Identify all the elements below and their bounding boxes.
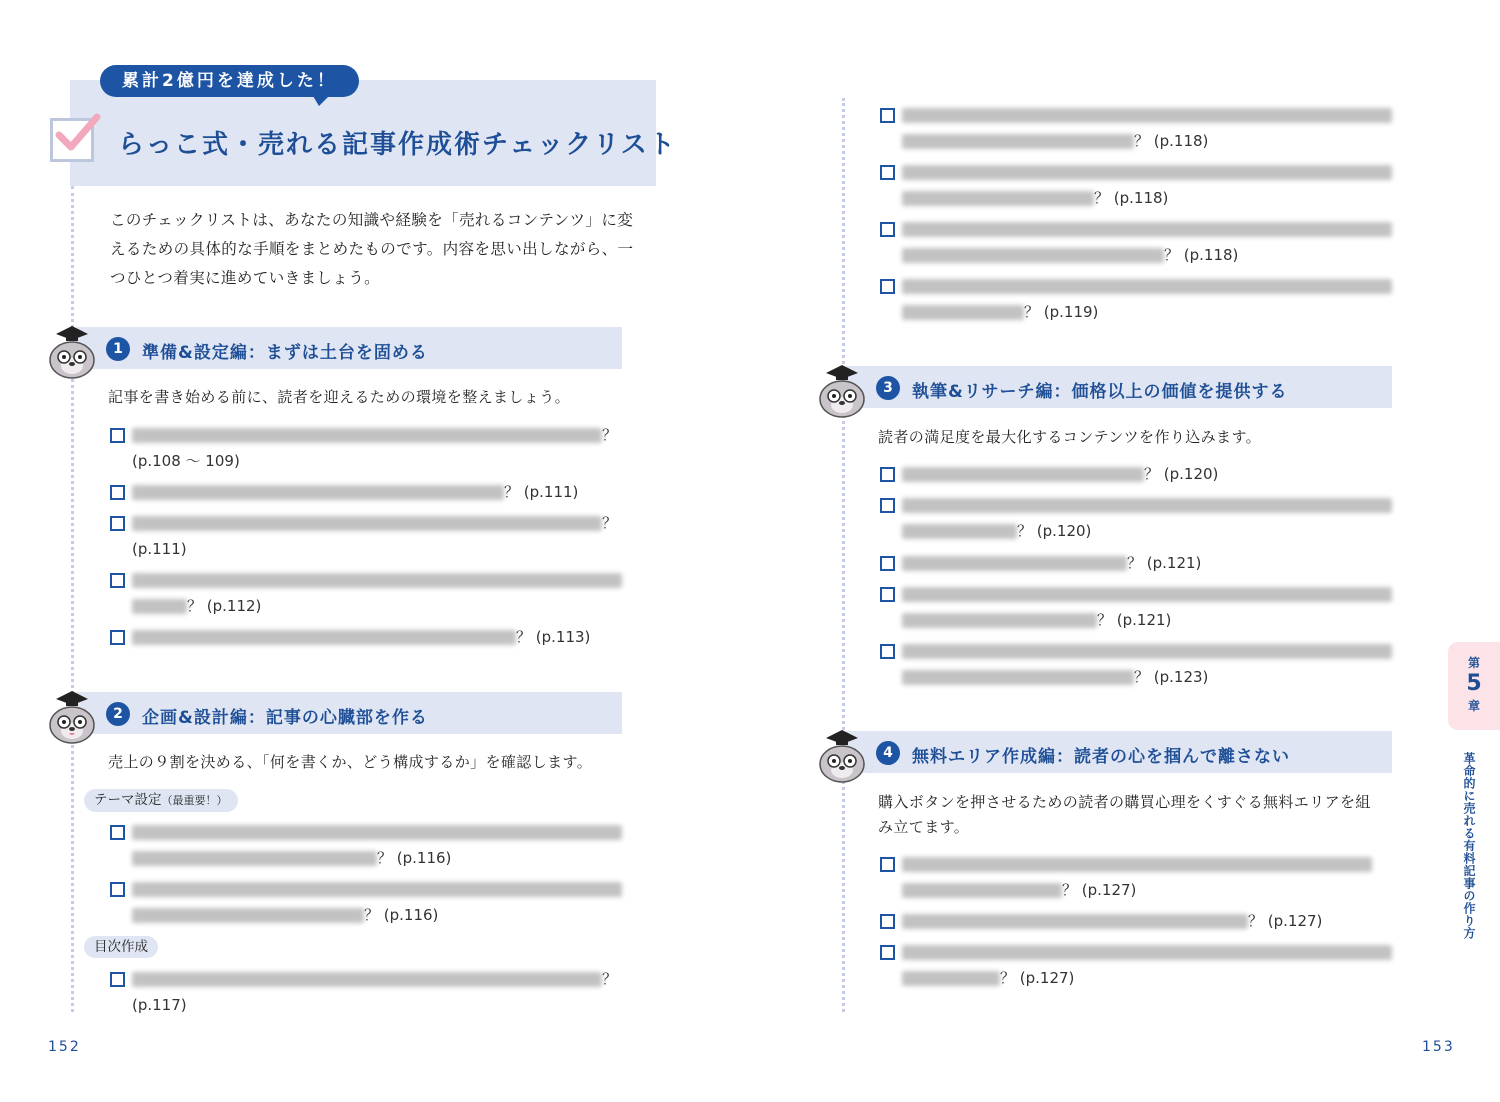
checkbox[interactable]	[880, 108, 895, 123]
section-lead: 売上の９割を決める、「何を書くか、どう構成するか」を確認します。	[108, 753, 593, 771]
section-lead: 記事を書き始める前に、読者を迎えるための環境を整えましょう。	[108, 388, 571, 406]
redacted-text	[902, 613, 1097, 628]
redacted-text	[902, 108, 1392, 123]
checklist-item	[880, 638, 1410, 690]
item-ref: ？ (p.111)	[504, 483, 579, 501]
redacted-text	[902, 914, 1248, 929]
item-text	[132, 422, 617, 474]
redacted-text	[132, 825, 622, 840]
checkbox[interactable]	[880, 914, 895, 929]
redacted-text	[902, 556, 1127, 571]
checklist-item	[880, 273, 1410, 325]
checklist-item	[110, 567, 640, 619]
intro-text	[110, 206, 650, 293]
item-ref: (p.108 ～ 109)	[132, 452, 240, 470]
item-ref: ？ (p.116)	[364, 906, 439, 924]
checklist-item	[110, 624, 640, 650]
redacted-text	[902, 467, 1144, 482]
item-ref: ？	[602, 970, 618, 988]
checkbox[interactable]	[880, 945, 895, 960]
item-text	[132, 567, 622, 619]
chapter-prefix: 第	[1467, 656, 1480, 670]
item-text	[902, 159, 1392, 211]
checklist-item	[880, 581, 1410, 633]
redacted-text	[902, 945, 1392, 960]
checklist-item	[880, 908, 1410, 934]
checkbox[interactable]	[880, 644, 895, 659]
item-text	[902, 581, 1392, 633]
redacted-text	[132, 485, 504, 500]
checkbox[interactable]	[110, 882, 125, 897]
redacted-text	[132, 882, 622, 897]
item-text	[132, 510, 617, 562]
checklist-item	[110, 876, 640, 928]
item-ref: ？ (p.118)	[1164, 246, 1239, 264]
checklist-item	[110, 966, 640, 1018]
redacted-text	[902, 134, 1134, 149]
item-text	[902, 461, 1218, 487]
checkbox[interactable]	[880, 556, 895, 571]
checkbox[interactable]	[880, 222, 895, 237]
redacted-text	[902, 222, 1392, 237]
sub-label-toc	[84, 936, 158, 958]
page-number-right: 153	[1422, 1039, 1455, 1055]
badge: 累計2億円を達成した！	[100, 65, 359, 97]
chapter-number: 5	[1466, 671, 1482, 696]
item-ref: ？ (p.127)	[1248, 912, 1323, 930]
checkbox[interactable]	[110, 825, 125, 840]
dotted-divider	[842, 98, 845, 1012]
item-ref: ？	[602, 514, 618, 532]
item-ref: ？ (p.112)	[187, 597, 262, 615]
redacted-text	[132, 573, 622, 588]
section-number: 1	[106, 337, 130, 361]
section-title: 準備&設定編：まずは土台を固める	[142, 343, 428, 363]
checkbox[interactable]	[110, 485, 125, 500]
section-number: 2	[106, 702, 130, 726]
redacted-text	[902, 498, 1392, 513]
page-number-left: 152	[48, 1039, 81, 1055]
redacted-text	[902, 587, 1392, 602]
redacted-text	[132, 428, 602, 443]
item-ref: ？ (p.118)	[1134, 132, 1209, 150]
item-text	[902, 550, 1201, 576]
redacted-text	[132, 908, 364, 923]
redacted-text	[902, 248, 1164, 263]
item-text	[902, 216, 1392, 268]
otter-mascot-icon	[44, 687, 100, 745]
redacted-text	[902, 279, 1392, 294]
sub-label-text: テーマ設定	[94, 792, 162, 808]
item-text	[902, 908, 1322, 934]
checkbox[interactable]	[110, 516, 125, 531]
item-text	[902, 102, 1392, 154]
section-lead-line: 購入ボタンを押させるための読者の購買心理をくすぐる無料エリアを組	[878, 793, 1371, 811]
redacted-text	[902, 670, 1134, 685]
checkbox[interactable]	[880, 165, 895, 180]
item-ref: ？ (p.127)	[1062, 881, 1137, 899]
section-lead: 読者の満足度を最大化するコンテンツを作り込みます。	[878, 428, 1262, 446]
item-text	[132, 876, 622, 928]
checkbox[interactable]	[880, 467, 895, 482]
redacted-text	[132, 972, 602, 987]
redacted-text	[902, 971, 1000, 986]
section-number: 4	[876, 741, 900, 765]
checklist-item	[880, 216, 1410, 268]
redacted-text	[902, 883, 1062, 898]
section-title: 企画&設計編：記事の心臓部を作る	[142, 708, 428, 728]
checklist-item	[880, 159, 1410, 211]
checklist-item	[880, 461, 1410, 487]
checkbox[interactable]	[880, 587, 895, 602]
sub-label-note: （最重要！）	[161, 794, 228, 807]
redacted-text	[902, 857, 1372, 872]
chapter-suffix: 章	[1467, 699, 1480, 713]
sub-label-theme	[84, 789, 238, 812]
checkbox[interactable]	[880, 857, 895, 872]
intro-line: つひとつ着実に進めていきましょう。	[110, 269, 380, 287]
item-text	[132, 624, 590, 650]
item-ref: ？ (p.118)	[1094, 189, 1169, 207]
intro-line: えるための具体的な手順をまとめたものです。内容を思い出しながら、一	[110, 240, 634, 258]
checkbox[interactable]	[110, 428, 125, 443]
checkbox[interactable]	[880, 498, 895, 513]
item-ref: ？ (p.120)	[1017, 522, 1092, 540]
redacted-text	[902, 191, 1094, 206]
item-text	[902, 939, 1392, 991]
checklist-item	[880, 939, 1410, 991]
redacted-text	[902, 524, 1017, 539]
redacted-text	[902, 305, 1024, 320]
otter-mascot-icon	[814, 726, 870, 784]
chapter-tab	[1448, 642, 1500, 730]
item-ref: (p.111)	[132, 540, 187, 558]
dotted-divider	[71, 186, 74, 1012]
redacted-text	[132, 599, 187, 614]
redacted-text	[132, 630, 516, 645]
intro-line: このチェックリストは、あなたの知識や経験を「売れるコンテンツ」に変	[110, 211, 634, 229]
item-text	[902, 273, 1392, 325]
section-title: 無料エリア作成編：読者の心を掴んで離さない	[912, 747, 1290, 767]
chapter-title: 革命的に売れる有料記事の作り方	[1462, 752, 1476, 940]
section-title: 執筆&リサーチ編：価格以上の価値を提供する	[912, 382, 1288, 402]
otter-mascot-icon	[814, 361, 870, 419]
checklist-item	[880, 102, 1410, 154]
checkbox[interactable]	[110, 972, 125, 987]
item-text	[132, 479, 578, 505]
item-ref: ？	[602, 426, 618, 444]
checklist-item	[880, 550, 1410, 576]
checklist-item	[110, 510, 640, 562]
item-ref: ？ (p.127)	[1000, 969, 1075, 987]
item-text	[132, 819, 622, 871]
section-lead	[878, 790, 1371, 840]
item-text	[902, 638, 1392, 690]
checkbox[interactable]	[110, 630, 125, 645]
item-ref: ？ (p.116)	[377, 849, 452, 867]
checkbox[interactable]	[880, 279, 895, 294]
redacted-text	[902, 644, 1392, 659]
item-text	[132, 966, 617, 1018]
checklist-item	[880, 851, 1410, 903]
page-title: らっこ式・売れる記事作成術チェックリスト	[118, 130, 677, 160]
checklist-item	[110, 819, 640, 871]
checklist-item	[110, 422, 640, 474]
item-ref: ？ (p.119)	[1024, 303, 1099, 321]
item-ref: (p.117)	[132, 996, 187, 1014]
checklist-item	[110, 479, 640, 505]
redacted-text	[132, 851, 377, 866]
item-text	[902, 851, 1372, 903]
item-ref: ？ (p.121)	[1127, 554, 1202, 572]
redacted-text	[902, 165, 1392, 180]
item-ref: ？ (p.123)	[1134, 668, 1209, 686]
checklist-item	[880, 492, 1410, 544]
sub-label-text: 目次作成	[94, 939, 148, 955]
item-ref: ？ (p.113)	[516, 628, 591, 646]
item-ref: ？ (p.120)	[1144, 465, 1219, 483]
item-ref: ？ (p.121)	[1097, 611, 1172, 629]
checkbox[interactable]	[110, 573, 125, 588]
section-number: 3	[876, 376, 900, 400]
check-icon	[50, 118, 94, 162]
section-lead-line: み立てます。	[878, 818, 970, 836]
otter-mascot-icon	[44, 322, 100, 380]
item-text	[902, 492, 1392, 544]
redacted-text	[132, 516, 602, 531]
